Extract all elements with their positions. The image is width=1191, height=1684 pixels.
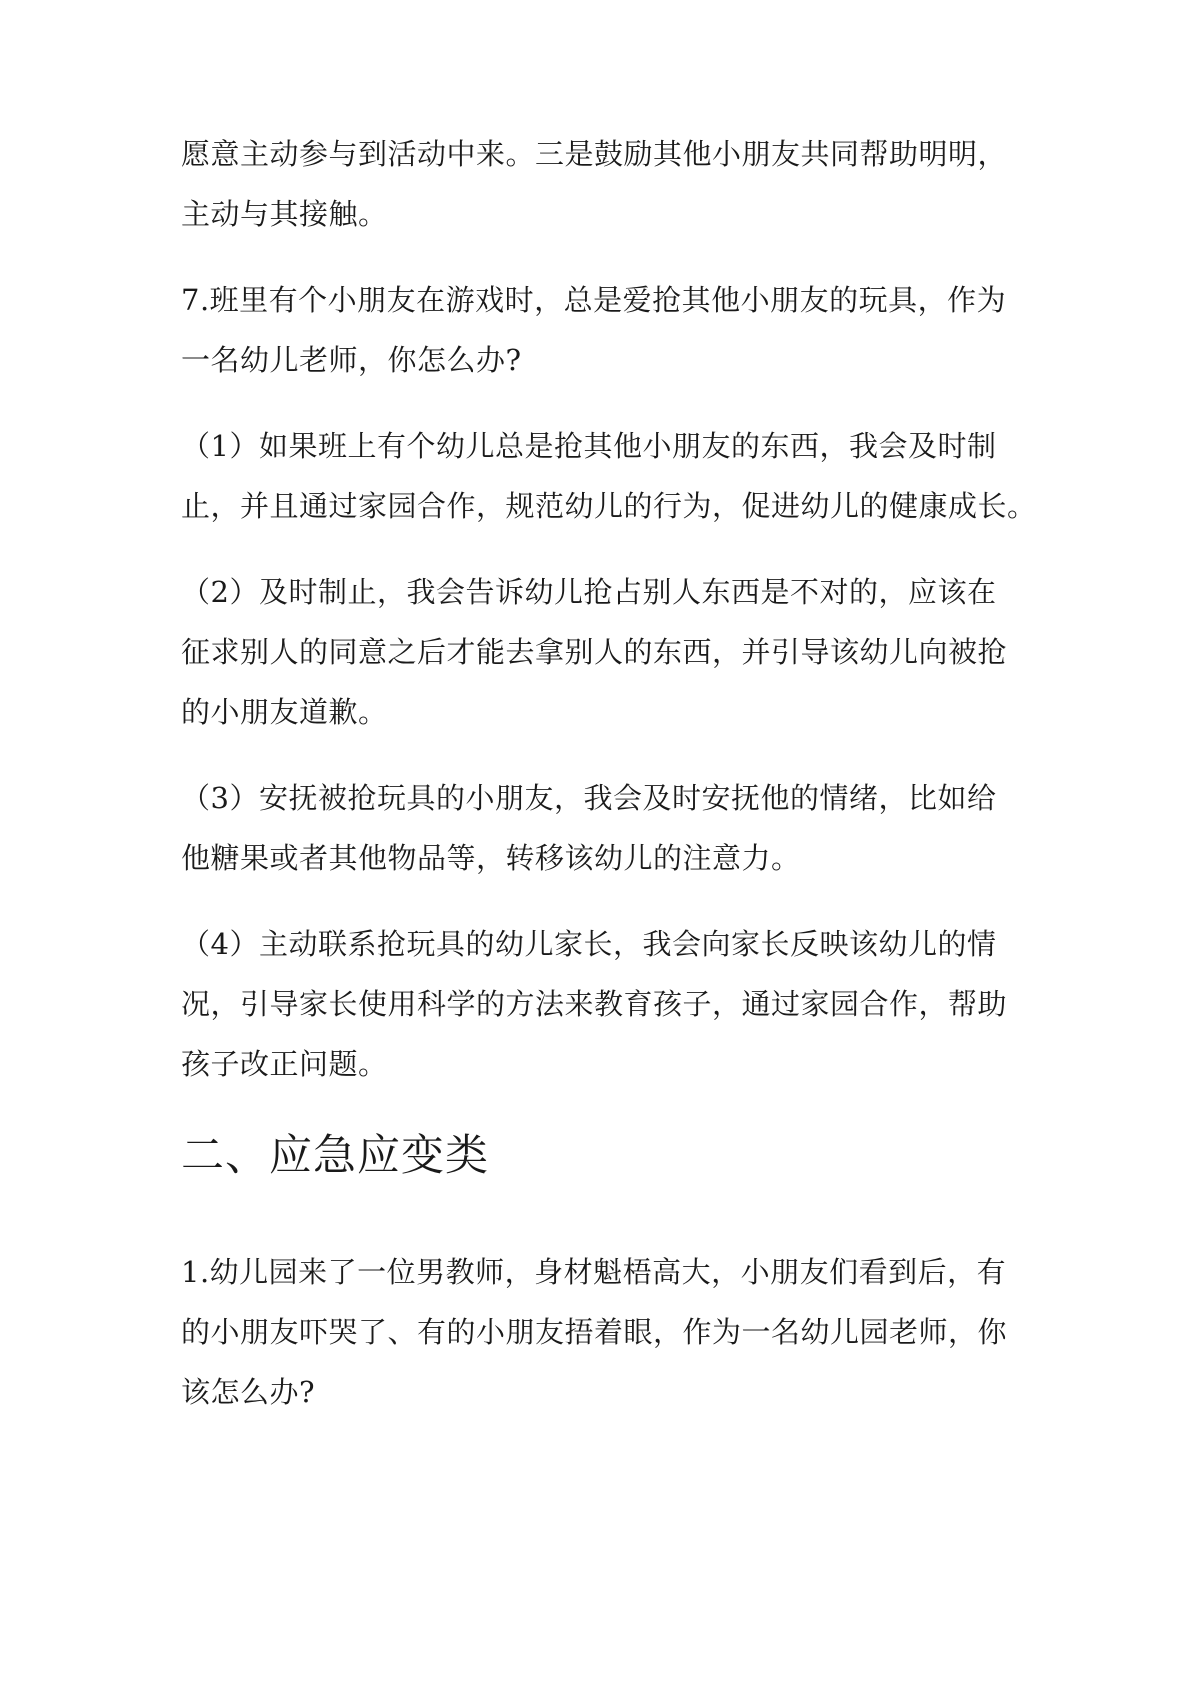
text-line: （3）安抚被抢玩具的小朋友，我会及时安抚他的情绪，比如给	[181, 781, 997, 815]
text-line: （4）主动联系抢玩具的幼儿家长，我会向家长反映该幼儿的情	[181, 927, 997, 961]
text-line: 愿意主动参与到活动中来。三是鼓励其他小朋友共同帮助明明，	[181, 137, 1008, 171]
text-line: （1）如果班上有个幼儿总是抢其他小朋友的东西，我会及时制	[181, 429, 997, 463]
text-line: 他糖果或者其他物品等，转移该幼儿的注意力。	[181, 841, 801, 875]
text-line: （2）及时制止，我会告诉幼儿抢占别人东西是不对的，应该在	[181, 575, 997, 609]
text-line: 7.班里有个小朋友在游戏时，总是爱抢其他小朋友的玩具，作为	[181, 283, 1007, 317]
text-line: 的小朋友道歉。	[181, 695, 388, 729]
section-heading: 二、应急应变类	[181, 1131, 489, 1181]
text-line: 的小朋友吓哭了、有的小朋友捂着眼，作为一名幼儿园老师，你	[181, 1315, 1008, 1349]
text-line: 止，并且通过家园合作，规范幼儿的行为，促进幼儿的健康成长。	[181, 489, 1037, 523]
text-line: 主动与其接触。	[181, 197, 388, 231]
text-line: 1.幼儿园来了一位男教师，身材魁梧高大，小朋友们看到后，有	[181, 1255, 1007, 1289]
text-line: 该怎么办?	[181, 1375, 316, 1409]
text-line: 况，引导家长使用科学的方法来教育孩子，通过家园合作，帮助	[181, 987, 1008, 1021]
text-line: 孩子改正问题。	[181, 1047, 388, 1081]
text-line: 一名幼儿老师，你怎么办?	[181, 343, 522, 377]
text-line: 征求别人的同意之后才能去拿别人的东西，并引导该幼儿向被抢	[181, 635, 1008, 669]
